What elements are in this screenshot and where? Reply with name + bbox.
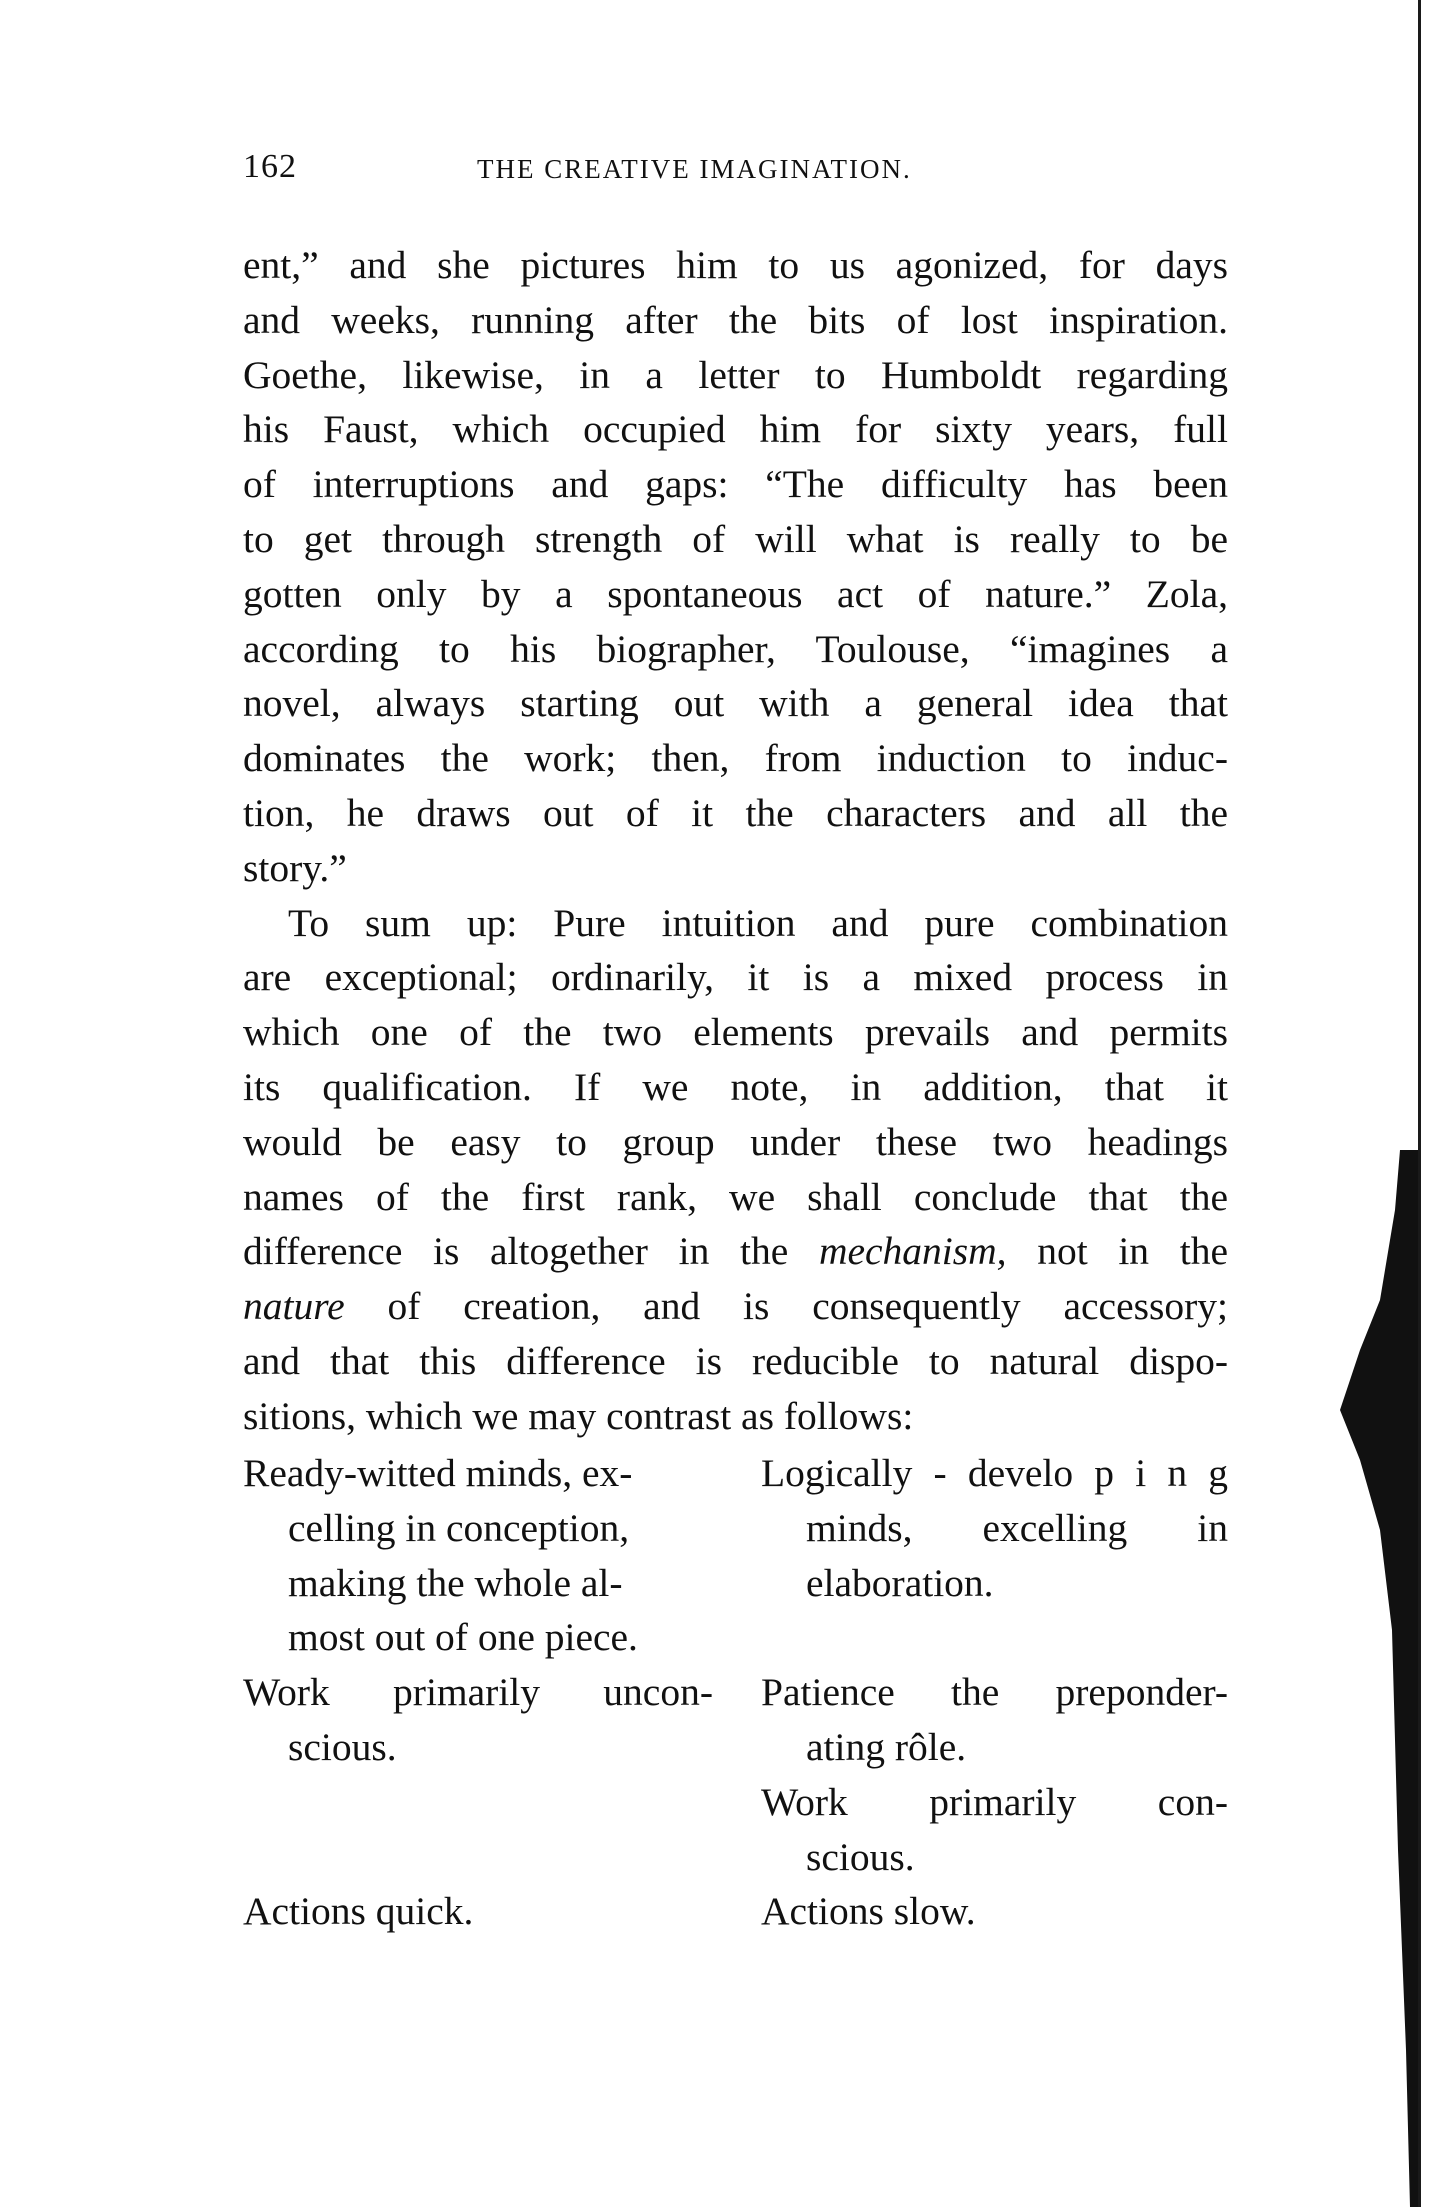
contrast-entry: [243, 1665, 713, 1775]
text-line: and weeks, running after the bits of lost inspiration.: [243, 297, 1228, 342]
text-line: would be easy to group under these two headings: [243, 1119, 1228, 1164]
text-line: which one of the two elements prevails and permits: [243, 1010, 1228, 1055]
page-header: [243, 148, 1223, 188]
entry-line: ating rôle.: [806, 1724, 967, 1769]
entry-line: Ready-witted minds, ex-: [243, 1451, 633, 1495]
entry-line: Work primarily con-: [761, 1780, 1228, 1824]
text-line: To sum up: Pure intuition and pure combination: [288, 900, 1228, 945]
page-number: 162: [243, 148, 297, 185]
entry-line: scious.: [288, 1724, 397, 1769]
text-line: and that this difference is reducible to natural dispo-: [243, 1338, 1228, 1383]
text-line: its qualification. If we note, in addition, that it: [243, 1064, 1228, 1109]
text-line: [243, 1279, 1228, 1334]
binding-shadow: [1340, 1150, 1418, 2207]
text-segment: difference is altogether in the: [243, 1229, 819, 1274]
text-line: Goethe, likewise, in a letter to Humboldt regarding: [243, 352, 1228, 397]
entry-line: most out of one piece.: [288, 1615, 638, 1660]
contrast-entry: [243, 1884, 713, 1939]
text-line: names of the first rank, we shall conclude that the: [243, 1174, 1228, 1219]
text-line: ent,” and she pictures him to us agonized, for days: [243, 243, 1228, 287]
page-edge-line: [1418, 0, 1421, 2207]
entry-line: Actions slow.: [761, 1889, 976, 1933]
text-line: novel, always starting out with a general idea that: [243, 681, 1228, 726]
entry-line: Logically - develo p i n g: [761, 1451, 1228, 1495]
contrast-entry: [761, 1884, 1228, 1939]
text-line: his Faust, which occupied him for sixty years, full: [243, 407, 1228, 452]
text-line: tion, he draws out of it the characters and all the: [243, 790, 1228, 835]
text-line: of interruptions and gaps: “The difficulty has been: [243, 462, 1228, 507]
entry-line: Work primarily uncon-: [243, 1670, 713, 1714]
entry-line: Actions quick.: [243, 1889, 474, 1933]
text-line: sitions, which we may contrast as follows:: [243, 1393, 914, 1438]
body-text: [243, 238, 1228, 1444]
entry-line: Patience the preponder-: [761, 1670, 1228, 1714]
text-line: gotten only by a spontaneous act of nature.” Zola,: [243, 571, 1228, 616]
italic-term: nature: [243, 1284, 345, 1329]
entry-line: elaboration.: [806, 1560, 994, 1605]
entry-line: making the whole al-: [288, 1560, 623, 1605]
contrast-entry: [761, 1446, 1228, 1610]
text-line: [243, 1224, 1228, 1279]
text-line: according to his biographer, Toulouse, “imagines a: [243, 626, 1228, 671]
text-line: dominates the work; then, from induction to induc-: [243, 736, 1228, 781]
text-line: to get through strength of will what is really to be: [243, 516, 1228, 561]
text-line: story.”: [243, 845, 347, 890]
running-title: THE CREATIVE IMAGINATION.: [477, 154, 912, 184]
text-line: are exceptional; ordinarily, it is a mixed process in: [243, 955, 1228, 1000]
contrast-entry: [243, 1446, 713, 1665]
entry-line: celling in conception,: [288, 1505, 630, 1550]
contrast-entry: [761, 1665, 1228, 1775]
entry-line: minds, excelling in: [806, 1505, 1228, 1550]
text-segment: not in the: [1006, 1229, 1228, 1274]
italic-term: mechanism,: [818, 1229, 1007, 1274]
entry-line: scious.: [806, 1834, 915, 1879]
text-segment: of creation, and is consequently accessory;: [344, 1284, 1228, 1329]
contrast-entry: [761, 1775, 1228, 1885]
